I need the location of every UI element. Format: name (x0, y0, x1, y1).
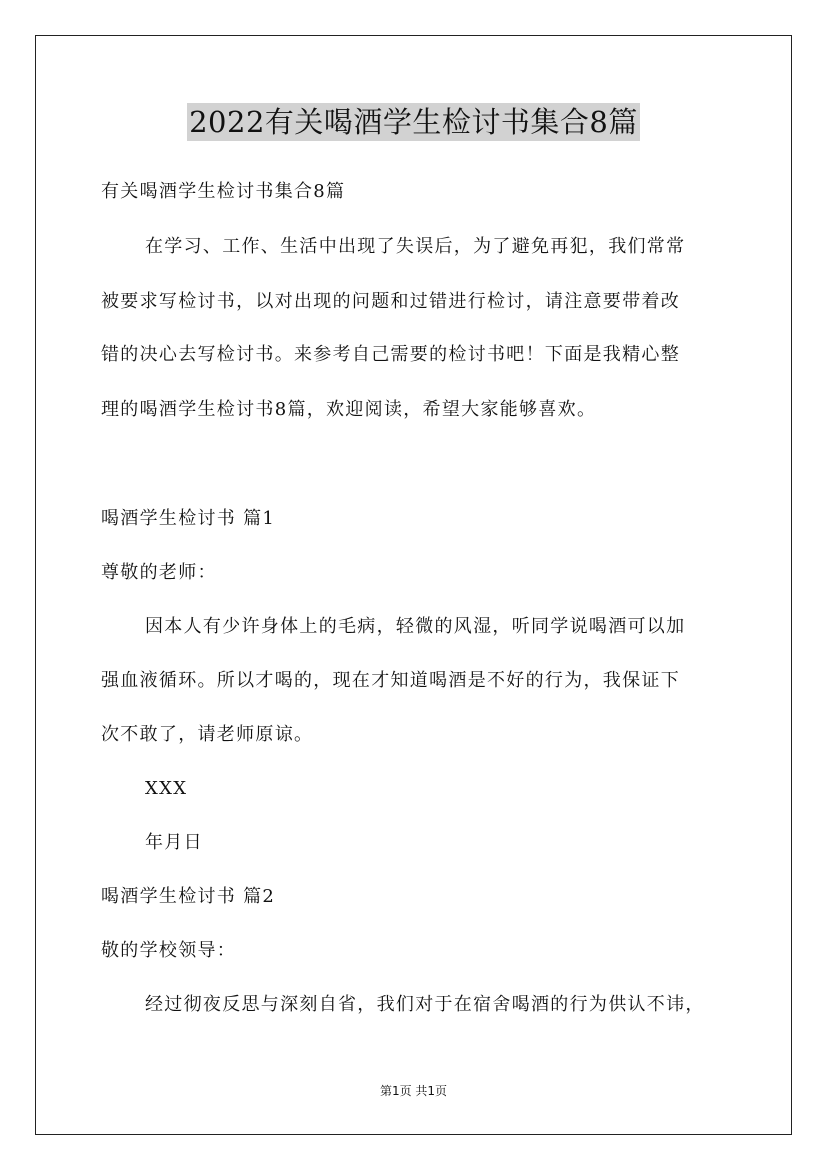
paragraph-line: 在学习、工作、生活中出现了失误后，为了避免再犯，我们常常 (145, 236, 686, 257)
paragraph-line: 经过彻夜反思与深刻自省，我们对于在宿舍喝酒的行为供认不讳， (145, 994, 705, 1015)
section-heading: 喝酒学生检讨书 篇1 (101, 508, 276, 529)
paragraph-line: 次不敢了，请老师原谅。 (101, 724, 314, 745)
paragraph-line: 强血液循环。所以才喝的，现在才知道喝酒是不好的行为，我保证下 (101, 670, 680, 691)
section-heading: 喝酒学生检讨书 篇2 (101, 886, 276, 907)
paragraph-line: 因本人有少许身体上的毛病，轻微的风湿，听同学说喝酒可以加 (145, 616, 686, 637)
salutation: 尊敬的老师： (101, 562, 217, 583)
signature: XXX (145, 778, 188, 799)
paragraph-line: 理的喝酒学生检讨书8篇，欢迎阅读，希望大家能够喜欢。 (101, 399, 597, 420)
date-line: 年月日 (145, 832, 203, 853)
page-footer: 第1页 共1页 (379, 1084, 448, 1098)
paragraph-line: 错的决心去写检讨书。来参考自己需要的检讨书吧！下面是我精心整 (101, 344, 680, 365)
title-container (0, 103, 827, 141)
subtitle-line: 有关喝酒学生检讨书集合8篇 (101, 181, 346, 202)
paragraph-line: 被要求写检讨书，以对出现的问题和过错进行检讨，请注意要带着改 (101, 291, 680, 312)
document-title: 2022有关喝酒学生检讨书集合8篇 (189, 105, 638, 139)
salutation: 敬的学校领导： (101, 940, 237, 961)
